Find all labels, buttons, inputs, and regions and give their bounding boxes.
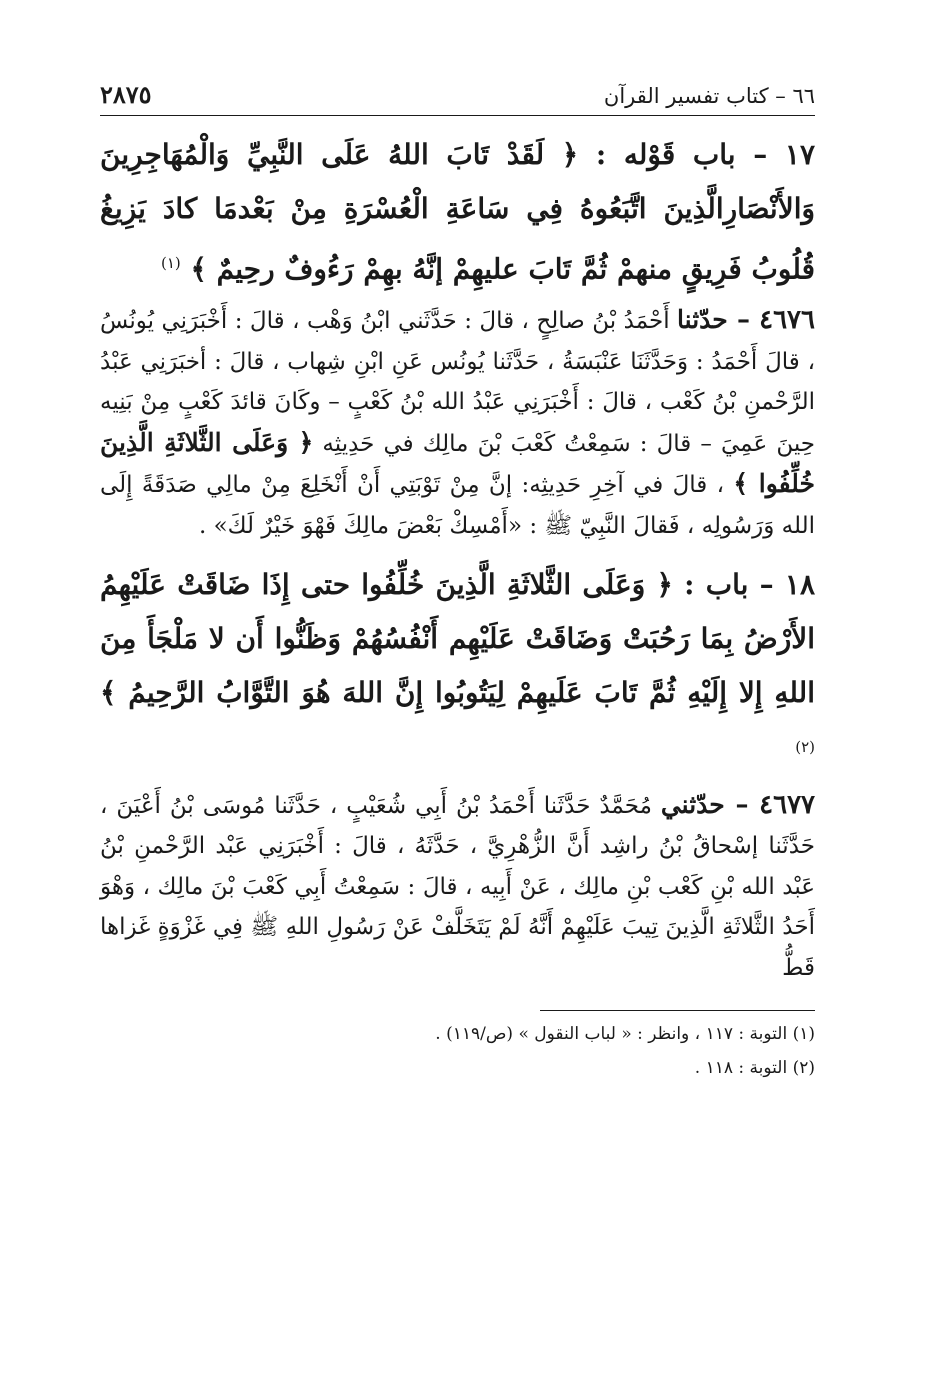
hadith-4677-lead: حدّثني: [660, 789, 725, 819]
hadith-4676: [100, 300, 815, 546]
footnote-divider: [540, 1010, 815, 1011]
section-17-heading: [100, 128, 815, 296]
section-18-heading: [100, 558, 815, 780]
footnote-ref-2: (٢): [795, 738, 815, 757]
footnote-1: (١) التوبة : ١١٧ ، وانظر : « لباب النقول » (ص/١١٩) .: [435, 1024, 815, 1045]
chapter-title: ٦٦ – كتاب تفسير القرآن: [603, 84, 815, 108]
hadith-4677-text: مُحَمَّدٌ حَدَّثَنا أَحْمَدُ بْنُ أَبِي شُعَيْبٍ ، حَدَّثَنا مُوسَى بْنُ أَعْيَنَ ، حَدَّثَنا إسْحاقُ بْنُ راشِد أَنَّ الزُّهْرِيَّ ، حَدَّثَهُ ، قالَ : أَخْبَرَنِي عَبْد الرَّحْمنِ بْنُ عَبْد الله بْنِ كَعْب بْنِ مالِك ، عَنْ أَبِيه ، قالَ : سَمِعْتُ أَبِي كَعْبَ بْنَ مالِك ، وَهْوَ أَحَدُ الثَّلاثَةِ الَّذِينَ تِيبَ عَلَيْهِمْ أَنَّهُ لَمْ يَتَخَلَّفْ عَنْ رَسُولِ اللهِ ﷺ فِي غَزْوَةٍ غَزاها قَطُّ: [100, 792, 815, 981]
section-18-text: ١٨ – باب : ﴿ وَعَلَى الثَّلاثَةِ الَّذِينَ خُلِّفُوا حتى إِذَا ضَاقَتْ عَلَيْهِمُ الأَرْضُ بِمَا رَحُبَتْ وَضَاقَتْ عَلَيْهِم أَنْفُسُهُمْ وَظَنُّوا أَن لا مَلْجَأَ مِنَ اللهِ إِلا إِلَيْهِ ثُمَّ تَابَ عَلَيهِمْ لِيَتُوبُوا إِنَّ اللهَ هُوَ التَّوَّابُ الرَّحِيمُ ﴾: [100, 568, 815, 710]
hadith-4676-lead: حدّثنا: [677, 305, 728, 335]
section-17-text: ١٧ – باب قَوْله : ﴿ لَقَدْ تَابَ اللهُ عَلَى النَّبِيِّ وَالْمُهَاجِرِينَ وَالأَنْصَارِالَّذِينَ اتَّبَعُوهُ فِي سَاعَةِ الْعُسْرَةِ مِنْ بَعْدمَا كادَ يَزِيغُ قُلُوبُ فَرِيقٍ منهمْ ثُمَّ تَابَ عليهِمْ إنَّهُ بهِمْ رَءُوفٌ رحِيمٌ ﴾: [100, 138, 815, 286]
footnote-2: (٢) التوبة : ١١٨ .: [694, 1058, 815, 1079]
hadith-4677: [100, 785, 815, 989]
footnotes: [100, 1017, 815, 1085]
book-page: [100, 80, 815, 1085]
hadith-4676-number: ٤٦٧٦ –: [727, 305, 815, 336]
running-header: [100, 80, 815, 116]
page-number: ٢٨٧٥: [100, 80, 152, 109]
hadith-4676-text-2: ، قالَ في آخِرِ حَدِيثِه: إنَّ مِنْ تَوْبَتِي أَنْ أَنْخَلِعَ مِنْ مالِي صَدَقَةً إِلَى الله وَرَسُولِه ، فَقالَ النَّبِيّ ﷺ : «أَمْسِكْ بَعْضَ مالِكَ فَهْوَ خَيْرٌ لَكَ» .: [100, 472, 815, 539]
footnote-ref-1: (١): [160, 254, 181, 272]
hadith-4676-text-1: أَحْمَدُ بْنُ صالِحٍ ، قالَ : حَدَّثَني ابْنُ وَهْب ، قالَ : أَخْبَرَنِي يُونُسُ ، قالَ أَحْمَدُ : وَحَدَّثَنَا عَنْبَسَةُ ، حَدَّثَنا يُونُس عَنِ ابْنِ شِهاب ، قالَ : أخبَرَنِي عَبْدُ الرَّحْمنِ بْنُ كَعْب ، قالَ : أَخْبَرَنِي عَبْدُ الله بْنُ كَعْبٍ – وكَانَ قائدَ كَعْبٍ مِنْ بَنِيه حِينَ عَمِيَ – قالَ : سَمِعْتُ كَعْبَ بْنَ مالِك في حَدِيثِه: [100, 308, 815, 457]
hadith-4677-number: ٤٦٧٧ –: [724, 789, 815, 820]
hadith-4676-quran-quote: ﴿ وَعَلَى الثَّلاثَةِ الَّذِينَ خُلِّفُوا ﴾: [100, 427, 815, 499]
